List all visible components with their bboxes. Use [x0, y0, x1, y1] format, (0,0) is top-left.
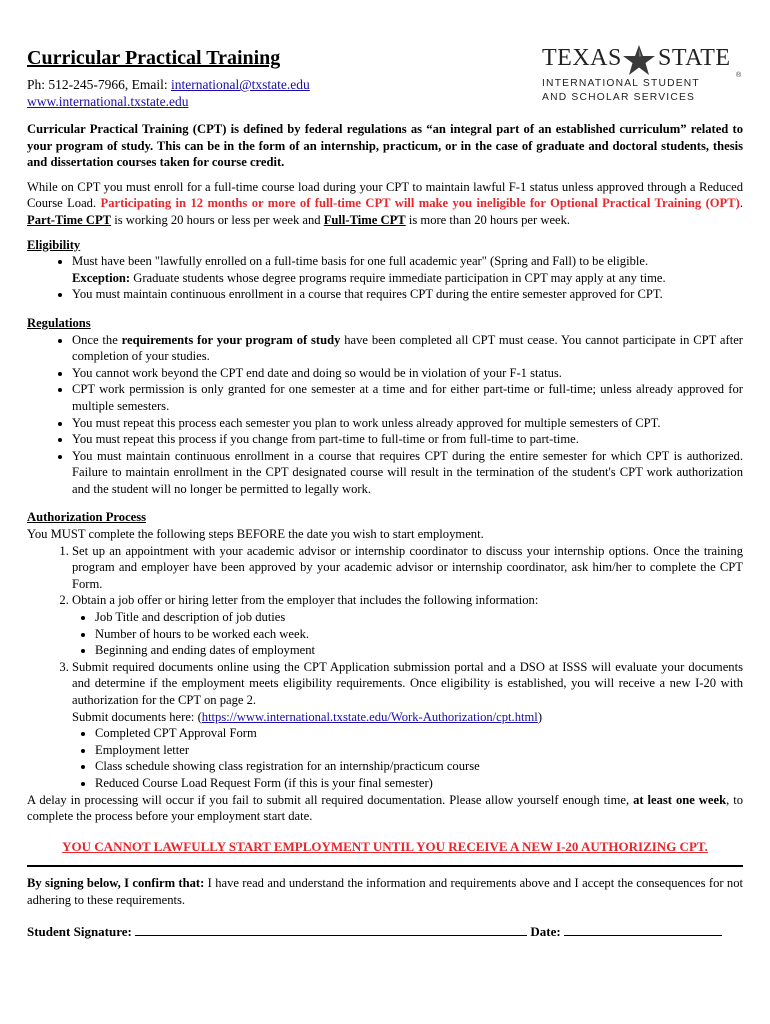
delay-paragraph	[27, 792, 743, 825]
logo-word-texas: TEXAS	[542, 45, 622, 71]
phone-text: Ph: 512-245-7966, Email:	[27, 77, 171, 92]
list-item: • Class schedule showing class registration for an internship/practicum course	[95, 758, 743, 775]
full-time-label: Full-Time CPT	[323, 212, 406, 227]
list-item: • Completed CPT Approval Form	[95, 725, 743, 742]
contact-info	[27, 76, 310, 110]
step-2-text: Obtain a job offer or hiring letter from the employer that includes the following information:	[72, 593, 539, 608]
step-2-sublist	[72, 609, 743, 659]
registered-mark: ®	[736, 72, 742, 79]
list-item: • You must repeat this process each semester you plan to work unless already approved for multiple semesters of CPT.	[72, 415, 743, 432]
part-time-text: is working 20 hours or less per week and	[111, 212, 324, 227]
reg-1-bold: requirements for your program of study	[121, 332, 341, 347]
list-item: • Number of hours to be worked each week.	[95, 626, 743, 643]
list-item	[72, 253, 743, 286]
student-signature-field[interactable]	[135, 923, 527, 936]
part-time-label: Part-Time CPT	[27, 212, 112, 227]
eligibility-heading: Eligibility	[27, 237, 81, 252]
list-item: • Beginning and ending dates of employment	[95, 642, 743, 659]
delay-text-1: A delay in processing will occur if you fail to submit all required documentation. Please allow yourself enough time,	[27, 792, 634, 807]
authorization-lead: You MUST complete the following steps BEFORE the date you wish to start employment.	[27, 527, 484, 542]
date-label: Date:	[530, 923, 561, 939]
exception-label: Exception:	[72, 270, 131, 285]
reg-1-pre: Once the	[72, 332, 122, 347]
list-item: • You must maintain continuous enrollment in a course that requires CPT during the entire semester approved for CPT.	[72, 286, 743, 303]
exception-text: Graduate students whose degree programs require immediate participation in CPT may apply at any time.	[130, 270, 666, 285]
step-3-sublist	[72, 725, 743, 791]
confirm-bold: By signing below, I confirm that:	[27, 876, 205, 891]
eligibility-item-1: Must have been "lawfully enrolled on a full-time basis for one full academic year" (Spring and Fall) to be eligible.	[72, 254, 649, 269]
confirm-paragraph	[27, 875, 743, 908]
divider	[27, 865, 743, 867]
delay-text-2: , to complete the process before your employment start date.	[27, 792, 743, 824]
list-item	[72, 592, 743, 658]
page-title: Curricular Practical Training	[27, 47, 281, 69]
employment-warning: YOU CANNOT LAWFULLY START EMPLOYMENT UNTIL YOU RECEIVE A NEW I-20 AUTHORIZING CPT.	[62, 838, 708, 854]
cpt-text-1: While on CPT you must enroll for a full-time course load during your CPT to maintain lawful F-1 status unless approved through a Reduced Course Load.	[27, 179, 743, 211]
step-3-text: Submit required documents online using the CPT Application submission portal and a DSO at ISSS will evaluate your documents and determine if the employment meets eligibility requirements. Once eligibility is established, you will receive a new I-20 with authorization for the CPT on page 2.	[72, 659, 743, 707]
submit-prefix: Submit documents here: (	[72, 709, 202, 724]
list-item	[72, 659, 743, 792]
list-item	[72, 332, 743, 365]
regulations-list	[27, 332, 743, 498]
full-time-text: is more than 20 hours per week.	[405, 212, 571, 227]
list-item: • Reduced Course Load Request Form (if this is your final semester)	[95, 775, 743, 792]
eligibility-list	[27, 253, 743, 303]
student-signature-label: Student Signature:	[27, 923, 132, 939]
texas-state-logo	[540, 44, 750, 108]
authorization-heading: Authorization Process	[27, 510, 147, 525]
document-body	[27, 121, 743, 940]
list-item: • Employment letter	[95, 742, 743, 759]
confirm-text: I have read and understand the information and requirements above and I accept the consequences for not adhering to these requirements.	[27, 876, 744, 907]
logo-word-state: STATE	[658, 45, 731, 71]
authorization-steps	[27, 543, 743, 792]
list-item: • You must repeat this process if you change from part-time to full-time or from full-time to part-time.	[72, 431, 743, 448]
reg-1-post: have been completed all CPT must cease. You cannot participate in CPT after completion of your studies.	[72, 332, 743, 364]
signature-row	[27, 923, 743, 941]
list-item: • You cannot work beyond the CPT end date and doing so would be in violation of your F-1 status.	[72, 365, 743, 382]
opt-warning-text: Participating in 12 months or more of full-time CPT will make you ineligible for Optional Practical Training (OPT)	[100, 196, 740, 211]
intro-paragraph: Curricular Practical Training (CPT) is defined by federal regulations as “an integral part of an established curriculum” related to your program of study. This can be in the form of an internship, practicum, or in the case of graduate and doctoral students, thesis and dissertation courses taken for course credit.	[27, 122, 743, 170]
date-field[interactable]	[564, 923, 722, 936]
website-link[interactable]: www.international.txstate.edu	[27, 94, 189, 109]
cpt-paragraph	[27, 179, 743, 229]
list-item: 1. Set up an appointment with your academic advisor or internship coordinator to discuss your internship options. Once the training program and employer have been approved by your academic advisor or internship coordinator, ask him/her to complete the CPT Form.	[72, 543, 743, 593]
email-link[interactable]: international@txstate.edu	[171, 77, 310, 92]
list-item: • You must maintain continuous enrollment in a course that requires CPT during the entire semester for which CPT is authorized. Failure to maintain enrollment in the CPT designated course will result in the termination of the student's CPT work authorization and the student will no longer be permitted to legally work.	[72, 448, 743, 498]
cpt-text-2: .	[739, 196, 743, 211]
star-icon	[622, 44, 656, 76]
submit-suffix: )	[537, 709, 543, 724]
logo-subtitle-line1: INTERNATIONAL STUDENT	[542, 78, 700, 89]
cpt-portal-link[interactable]: https://www.international.txstate.edu/Work-Authorization/cpt.html	[201, 709, 538, 724]
logo-subtitle-line2: AND SCHOLAR SERVICES	[542, 92, 696, 103]
list-item: • Job Title and description of job duties	[95, 609, 743, 626]
regulations-heading: Regulations	[27, 315, 91, 330]
list-item: • CPT work permission is only granted for one semester at a time and for either part-time or full-time; unless already approved for multiple semesters.	[72, 381, 743, 414]
delay-bold: at least one week	[633, 792, 727, 807]
